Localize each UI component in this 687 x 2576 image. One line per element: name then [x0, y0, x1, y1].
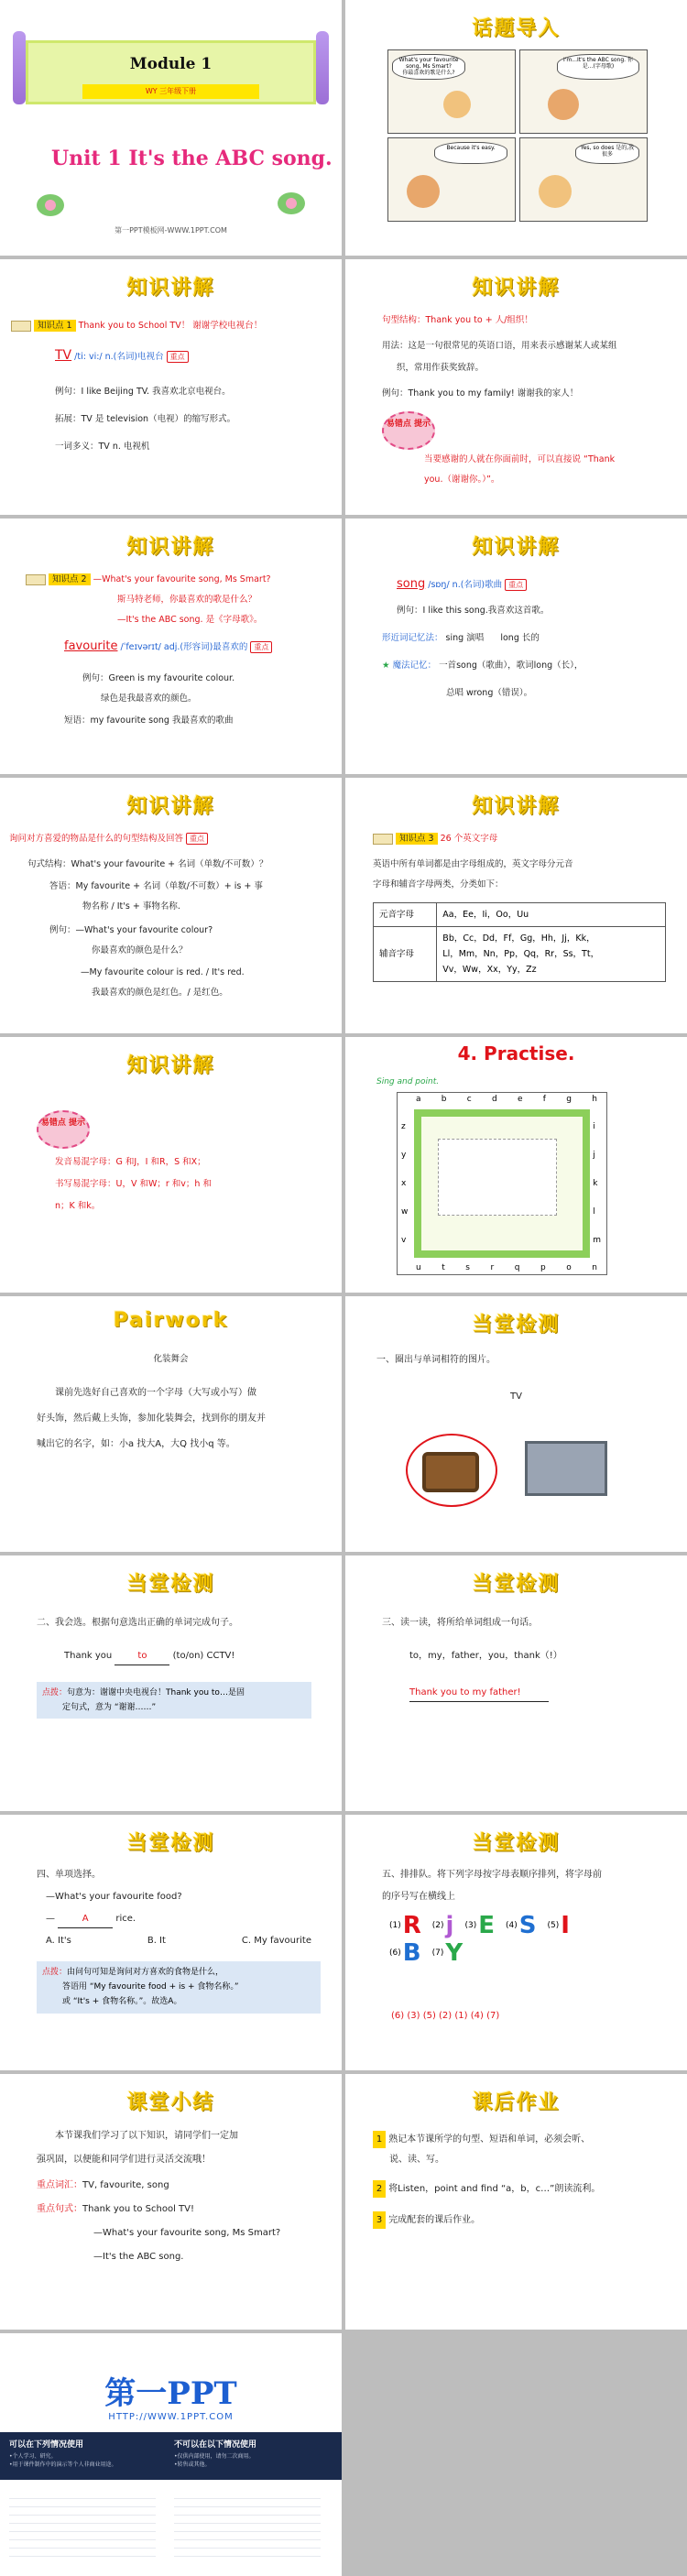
slide-header: 知识讲解: [472, 535, 561, 559]
alphabet-letter[interactable]: q: [514, 1263, 520, 1272]
option-c[interactable]: C. My favourite: [241, 1936, 311, 1946]
line-1: 句式结构：What's your favourite + 名词（单数/不可数）？: [27, 859, 268, 869]
consonants: Bb，Cc，Dd，Ff，Gg，Hh，Jj，Kk， Ll，Mm，Nn，Pp，Qq，Rr，Ss，Tt， Vv，Ww，Xx，Yy，Zz: [437, 927, 666, 982]
slide-summary[interactable]: [0, 2074, 342, 2330]
flower-right-icon: [278, 192, 305, 214]
phrase: 短语：my favourite song 我最喜欢的歌曲: [64, 715, 234, 726]
teacher-icon: [548, 89, 579, 120]
similar-words: 形近词记忆法： sing 演唱 long 长的: [382, 633, 540, 643]
question-1: 五、排排队。将下列字母按字母表顺序排列，将字母前: [382, 1870, 602, 1880]
structure: 句型结构：Thank you to + 人/组织！: [382, 315, 533, 325]
cartoon-panel-1: [387, 49, 516, 134]
sentence: Thank you to (to/on) CCTV!: [64, 1647, 234, 1665]
alphabet-letter[interactable]: u: [416, 1263, 421, 1272]
usage-forbidden: 不可以在以下情况使用: [174, 2440, 257, 2450]
example: 例句：I like this song.我喜欢这首歌。: [397, 606, 550, 616]
warning-bubble: 易错点 提示: [37, 1110, 90, 1149]
para-2: 强巩固，以便能和同学们进行灵活交流哦！: [37, 2155, 211, 2165]
slide-header: 知识讲解: [126, 276, 215, 300]
slide-header: 知识讲解: [472, 276, 561, 300]
usage-allowed-items: •个人学习、研究。 •用于课件制作中的演示等个人非商业用途。: [9, 2453, 117, 2468]
knowledge-point: 知识点 2 —What's your favourite song, Ms Smart?: [26, 572, 271, 588]
hint-box: 点拨：句意为：谢谢中央电视台！Thank you to…是固 定句式，意为 “谢谢……”: [37, 1682, 311, 1719]
homework-3: 3 完成配套的课后作业。: [373, 2211, 480, 2229]
line-7: 我最喜欢的颜色是红色。/ 是红色。: [92, 988, 228, 998]
letter-card[interactable]: R: [402, 1912, 421, 1939]
slide-topic[interactable]: [345, 0, 687, 256]
letter-card[interactable]: Y: [445, 1939, 463, 1967]
unit-title: Unit 1 It's the ABC song.: [51, 147, 333, 170]
consonant-header: 辅音字母: [374, 927, 437, 982]
usage-band: [0, 2432, 342, 2480]
center-box: [438, 1139, 557, 1216]
sentence-pattern-head: 询问对方喜爱的物品是什么的句型结构及回答 重点: [9, 831, 208, 847]
slide-test-5[interactable]: [345, 1815, 687, 2070]
letter-card[interactable]: I: [561, 1912, 570, 1939]
slide-header: 知识讲解: [126, 1053, 215, 1077]
footer: 第一PPT模板网-WWW.1PPT.COM: [114, 226, 227, 235]
module-title: Module 1: [129, 55, 213, 73]
alphabet-letter[interactable]: i: [593, 1122, 595, 1131]
bottom-letters: [416, 1263, 597, 1272]
line-5: 你最喜欢的颜色是什么？: [92, 945, 188, 955]
homework-2: 2 将Listen，point and find “a，b，c…”朗读流利。: [373, 2180, 600, 2198]
alphabet-letter[interactable]: y: [401, 1151, 407, 1160]
slide-header: 当堂检测: [126, 1831, 215, 1855]
letter-card[interactable]: S: [518, 1912, 537, 1939]
slide-test-4[interactable]: [0, 1815, 342, 2070]
link-list-right: [174, 2491, 321, 2564]
slide-header: 课后作业: [472, 2090, 561, 2114]
letter-card[interactable]: E: [478, 1912, 495, 1939]
word-line: favourite /ˈfeɪvərɪt/ adj.(形容词)最喜欢的 重点: [64, 636, 272, 659]
slide-header: 当堂检测: [472, 1313, 561, 1337]
speech-bubble: I'm...It's the ABC song. 你是...(字母歌): [557, 54, 639, 80]
brand-url[interactable]: HTTP://WWW.1PPT.COM: [108, 2412, 234, 2422]
slide-header: 当堂检测: [472, 1831, 561, 1855]
key-words: 重点词汇：TV, favourite, song: [37, 2180, 169, 2190]
vowel-header: 元音字母: [374, 903, 437, 927]
slide-practise[interactable]: [345, 1037, 687, 1293]
alphabet-letter[interactable]: s: [465, 1263, 470, 1272]
slide-knowledge-4[interactable]: [345, 518, 687, 774]
tv-icon: [422, 1452, 479, 1492]
line-1: 发音易混字母：G 和J，I 和R，S 和X；: [55, 1157, 206, 1167]
slide-pairwork[interactable]: [0, 1296, 342, 1552]
slide-knowledge-3[interactable]: [0, 518, 342, 774]
slide-credits[interactable]: [0, 2333, 342, 2576]
speech-bubble: What's your favourite song, Ms Smart? 你最喜欢的歌是什么?: [392, 54, 465, 80]
slide-header: 话题导入: [472, 16, 561, 40]
knowledge-point: 知识点 1 Thank you to School TV！ 谢谢学校电视台！: [11, 318, 262, 334]
slide-knowledge-7[interactable]: [0, 1037, 342, 1293]
line-2: 答语：My favourite + 名词（单数/不可数）+ is + 事: [49, 881, 263, 891]
alphabet-letter[interactable]: n: [592, 1263, 597, 1272]
top-letters: [416, 1095, 597, 1104]
word: TV: [510, 1392, 522, 1402]
line-6: —My favourite colour is red. / It's red.: [81, 967, 245, 977]
question: 三、读一读，将所给单词组成一句话。: [382, 1618, 538, 1628]
para-1: 本节课我们学习了以下知识，请同学们一定加: [55, 2131, 238, 2141]
alphabet-letter[interactable]: z: [401, 1122, 406, 1131]
example: 例句：Thank you to my family! 谢谢我的家人！: [382, 388, 579, 398]
book-icon: [11, 321, 31, 332]
line-4: 例句：—What's your favourite colour?: [49, 925, 213, 935]
slide-test-1[interactable]: [345, 1296, 687, 1552]
warning-line-1: 当要感谢的人就在你面前时，可以直接说 “Thank: [424, 454, 616, 464]
alphabet-letter[interactable]: j: [593, 1151, 595, 1160]
knowledge-point: 知识点 3 26 个英文字母: [373, 831, 497, 847]
alphabet-letter[interactable]: e: [517, 1095, 523, 1104]
slide-header: 当堂检测: [472, 1572, 561, 1596]
answer-blank[interactable]: to: [114, 1647, 169, 1665]
intro-1: 英语中所有单词都是由字母组成的，英文字母分元音: [373, 859, 573, 869]
homework-1: 1 熟记本节课所学的句型、短语和单词，必须会听、: [373, 2131, 590, 2148]
brand-logo: 第一PPT: [104, 2375, 237, 2412]
magic-memory: ★ 魔法记忆： 一首song（歌曲），歌词long（长），: [382, 660, 583, 671]
letter-card[interactable]: j: [445, 1912, 454, 1939]
slide-header: 知识讲解: [126, 535, 215, 559]
slide-homework[interactable]: [345, 2074, 687, 2330]
book-icon: [26, 574, 46, 585]
q2: —It's the ABC song. 是《字母歌》。: [117, 615, 263, 625]
q1-cn: 斯马特老师，你最喜欢的歌是什么？: [117, 595, 257, 605]
para-1: 课前先选好自己喜欢的一个字母（大写或小写）做: [55, 1388, 256, 1398]
letter-number: (7): [431, 1948, 444, 1958]
letters: [382, 1912, 657, 1967]
cartoon-panel-3: [387, 137, 516, 222]
note: 拓展：TV 是 television（电视）的缩写形式。: [55, 414, 236, 424]
alphabet-letter[interactable]: p: [540, 1263, 546, 1272]
flower-left-icon: [37, 194, 64, 216]
left-letters: [401, 1122, 408, 1245]
q-line-2: — A rice.: [46, 1910, 136, 1928]
computer-icon: [525, 1441, 607, 1496]
multi-meaning: 一词多义：TV n. 电视机: [55, 442, 150, 452]
answer-blank[interactable]: A: [58, 1910, 113, 1928]
hint-box: 点拨：由问句可知是询问对方喜欢的食物是什么， 答语用 “My favourite food + is + 食物名称。” 或 “It's + 食物名称。”。故选A。: [37, 1961, 321, 2014]
alphabet-board: [397, 1092, 607, 1275]
speech-bubble: Because it's easy.: [434, 142, 507, 164]
letter-number: (3): [464, 1921, 477, 1930]
book-icon: [373, 834, 393, 845]
option-a[interactable]: A. It's: [46, 1936, 71, 1946]
answer[interactable]: (6) (3) (5) (2) (1) (4) (7): [391, 2011, 500, 2021]
alphabet-letter[interactable]: t: [442, 1263, 445, 1272]
slide-header: 课堂小结: [126, 2090, 215, 2114]
key-sentences: 重点句式：Thank you to School TV!: [37, 2204, 194, 2214]
warning-line-2: you.（谢谢你。）”。: [424, 475, 500, 485]
para-3: 喊出它的名字，如：小a 找大A，大Q 找小q 等。: [37, 1439, 235, 1449]
alphabet-letter[interactable]: f: [542, 1095, 546, 1104]
para-2: 好头饰，然后戴上头饰，参加化装舞会，找到你的朋友并: [37, 1414, 266, 1424]
cartoon-panel-4: [519, 137, 648, 222]
slide-title[interactable]: [0, 0, 342, 256]
intro-2: 字母和辅音字母两类，分类如下：: [373, 879, 504, 890]
slide-knowledge-1[interactable]: [0, 259, 342, 515]
alphabet-letter[interactable]: x: [401, 1179, 407, 1188]
example: 例句：Green is my favourite colour.: [82, 673, 235, 683]
alphabet-letter[interactable]: k: [593, 1179, 598, 1188]
slide-knowledge-5[interactable]: [0, 778, 342, 1033]
alphabet-letter[interactable]: o: [566, 1263, 572, 1272]
answer[interactable]: Thank you to my father!: [409, 1684, 549, 1702]
warning-bubble: 易错点 提示: [382, 411, 435, 450]
question: 二、我会选。根据句意选出正确的单词完成句子。: [37, 1618, 238, 1628]
word-line: TV /ti: vi:/ n.(名词)电视台 重点: [55, 344, 189, 368]
letter-number: (5): [547, 1921, 560, 1930]
slide-test-2[interactable]: [0, 1555, 342, 1811]
question: 四、单项选择。: [37, 1870, 101, 1880]
slide-knowledge-6[interactable]: [345, 778, 687, 1033]
girl-icon: [539, 175, 572, 208]
slide-header: 4. Practise.: [457, 1042, 575, 1064]
alphabet-letter[interactable]: h: [592, 1095, 597, 1104]
teacher-icon: [407, 175, 440, 208]
slide-header: Pairwork: [113, 1309, 229, 1332]
letter-card[interactable]: B: [402, 1939, 421, 1967]
usage-forbidden-items: •仅供内部使用，请勿二次商用。 •转售或其他。: [174, 2453, 255, 2468]
alphabet-letter[interactable]: l: [593, 1207, 595, 1217]
link-list-left: [9, 2491, 156, 2564]
line-3: 物名称 / It's + 事物名称.: [82, 901, 180, 911]
alphabet-letter[interactable]: m: [593, 1236, 601, 1245]
alphabet-letter[interactable]: b: [441, 1095, 447, 1104]
alphabet-letter[interactable]: g: [566, 1095, 572, 1104]
vowels: Aa，Ee，Ii，Oo，Uu: [437, 903, 666, 927]
given-words: to，my，father，you，thank（!）: [409, 1651, 562, 1661]
word-line: song /sɒŋ/ n.(名词)歌曲 重点: [397, 573, 527, 596]
usage-line-1: 用法：这是一句很常见的英语口语，用来表示感谢某人或某组: [382, 341, 617, 351]
alphabet-letter[interactable]: a: [416, 1095, 421, 1104]
sentence-3: —It's the ABC song.: [93, 2252, 184, 2262]
question-2: 的序号写在横线上: [382, 1892, 455, 1902]
letter-number: (1): [389, 1921, 401, 1930]
cartoon-panel-2: [519, 49, 648, 134]
line-3: n；K 和k。: [55, 1201, 101, 1211]
slide-header: 知识讲解: [472, 794, 561, 818]
options: [46, 1932, 311, 1949]
question: 一、圈出与单词相符的图片。: [376, 1355, 496, 1365]
line-2: 书写易混字母：U，V 和W；r 和v；h 和: [55, 1179, 212, 1189]
option-b[interactable]: B. It: [147, 1936, 166, 1946]
activity-title: 化装舞会: [153, 1354, 189, 1364]
usage-allowed: 可以在下列情况使用: [9, 2440, 84, 2450]
alphabet-letter[interactable]: d: [491, 1095, 497, 1104]
slide-header: 当堂检测: [126, 1572, 215, 1596]
magic-memory-2: 总唱 wrong（错误）。: [446, 688, 533, 698]
instruction: Sing and point.: [376, 1077, 440, 1086]
letter-number: (2): [431, 1921, 444, 1930]
example: 例句：I like Beijing TV. 我喜欢北京电视台。: [55, 387, 231, 397]
alphabet-letter[interactable]: c: [466, 1095, 472, 1104]
girl-icon: [443, 91, 471, 118]
letter-number: (6): [389, 1948, 401, 1958]
alphabet-letter[interactable]: w: [401, 1207, 409, 1217]
alphabet-letter[interactable]: v: [401, 1236, 407, 1245]
example-cn: 绿色是我最喜欢的颜色。: [101, 693, 197, 704]
speech-bubble: Yes, so does 是的,我很多: [575, 142, 639, 164]
slide-knowledge-2[interactable]: [345, 259, 687, 515]
slide-header: 知识讲解: [126, 794, 215, 818]
letter-table: [373, 902, 666, 982]
homework-1b: 说、读、写。: [389, 2155, 444, 2165]
q-line-1: —What's your favourite food?: [46, 1892, 182, 1902]
slide-test-3[interactable]: [345, 1555, 687, 1811]
alphabet-letter[interactable]: r: [490, 1263, 495, 1272]
letter-number: (4): [505, 1921, 518, 1930]
sentence-2: —What's your favourite song, Ms Smart?: [93, 2228, 281, 2238]
grade-label: WY 三年级下册: [82, 84, 259, 99]
right-letters: [593, 1122, 601, 1245]
usage-line-2: 织，常用作获奖致辞。: [397, 363, 485, 373]
